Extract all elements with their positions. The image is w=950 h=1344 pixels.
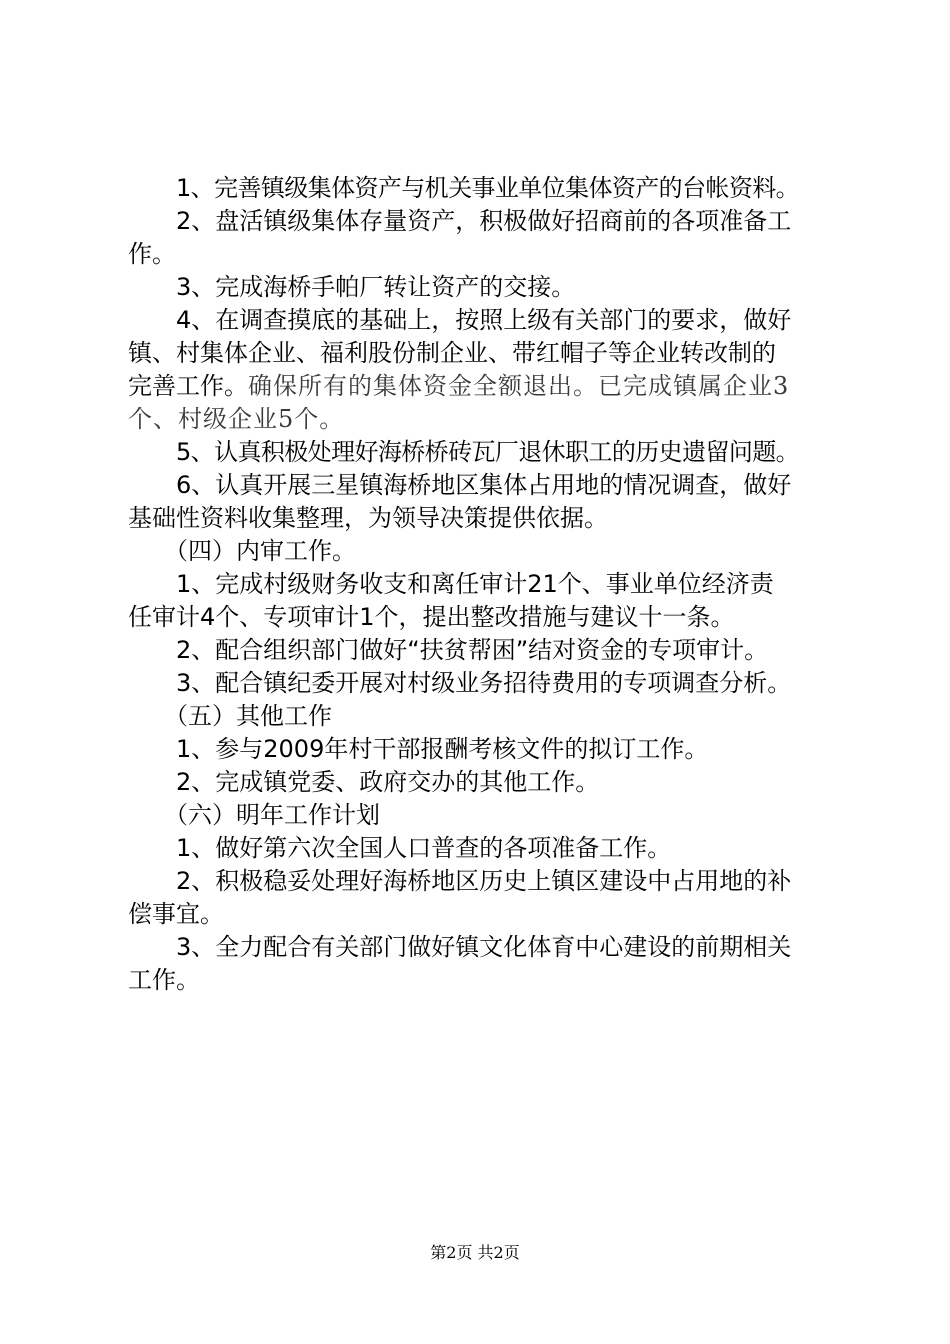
paragraph-line: 5、认真积极处理好海桥桥砖瓦厂退休职工的历史遗留问题。	[176, 438, 800, 466]
document-body	[128, 172, 840, 997]
paragraph-line: 基础性资料收集整理，为领导决策提供依据。	[128, 504, 608, 532]
paragraph-line: 1、完善镇级集体资产与机关事业单位集体资产的台帐资料。	[176, 174, 800, 202]
paragraph-line: 6、认真开展三星镇海桥地区集体占用地的情况调查，做好	[176, 471, 792, 499]
paragraph-line: 1、参与2009年村干部报酬考核文件的拟订工作。	[176, 735, 709, 763]
section-heading: （六）明年工作计划	[164, 801, 380, 829]
paragraph-line: 2、配合组织部门做好“扶贫帮困”结对资金的专项审计。	[176, 636, 769, 664]
section-heading: （四）内审工作。	[164, 537, 356, 565]
paragraph-line: 偿事宜。	[128, 900, 224, 928]
section-heading: （五）其他工作	[164, 702, 332, 730]
paragraph-segment-serif: 确保所有的集体资金全额退出。已完成镇属企业3	[248, 372, 790, 400]
paragraph-line: 2、积极稳妥处理好海桥地区历史上镇区建设中占用地的补	[176, 867, 792, 895]
paragraph-line: 2、完成镇党委、政府交办的其他工作。	[176, 768, 600, 796]
paragraph-line: 4、在调查摸底的基础上，按照上级有关部门的要求，做好	[176, 306, 792, 334]
paragraph-line: 1、做好第六次全国人口普查的各项准备工作。	[176, 834, 672, 862]
paragraph-line: 3、全力配合有关部门做好镇文化体育中心建设的前期相关	[176, 933, 792, 961]
paragraph-line	[128, 403, 840, 436]
paragraph-line: 2、盘活镇级集体存量资产，积极做好招商前的各项准备工	[176, 207, 792, 235]
paragraph-line: 作。	[128, 240, 176, 268]
paragraph-segment-serif: 个、村级企业5个。	[128, 405, 345, 433]
paragraph-line: 3、完成海桥手帕厂转让资产的交接。	[176, 273, 576, 301]
paragraph-segment: 完善工作。	[128, 372, 248, 400]
paragraph-line: 工作。	[128, 966, 200, 994]
paragraph-line	[128, 370, 840, 403]
paragraph-line: 3、配合镇纪委开展对村级业务招待费用的专项调查分析。	[176, 669, 792, 697]
paragraph-line: 任审计4个、专项审计1个，提出整改措施与建议十一条。	[128, 603, 735, 631]
page-number-footer: 第2页 共2页	[430, 1243, 520, 1262]
paragraph-line: 镇、村集体企业、福利股份制企业、带红帽子等企业转改制的	[128, 339, 776, 367]
paragraph-line: 1、完成村级财务收支和离任审计21个、事业单位经济责	[176, 570, 774, 598]
